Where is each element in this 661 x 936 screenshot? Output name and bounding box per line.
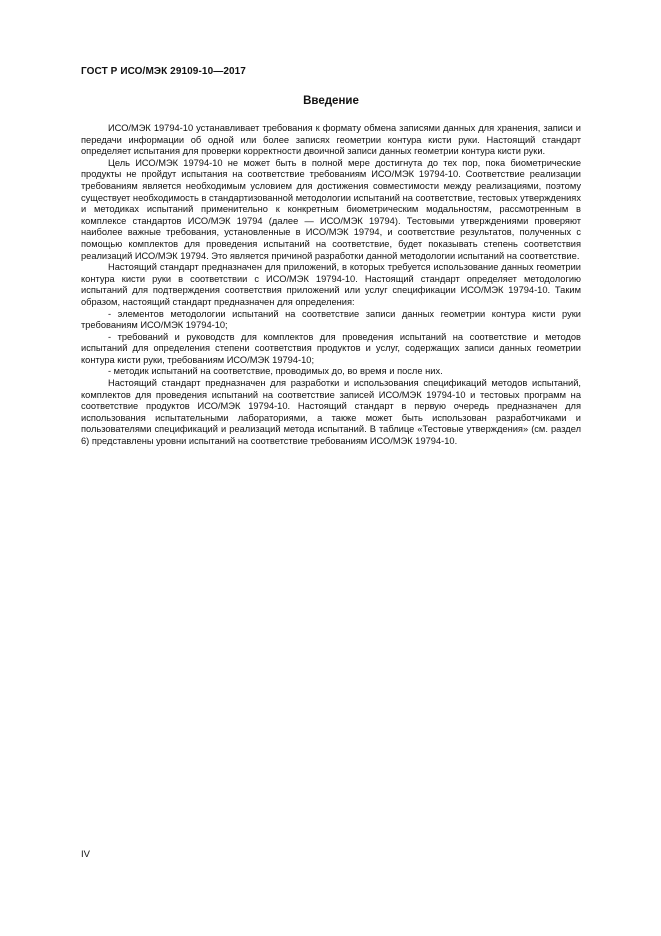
paragraph-application: Настоящий стандарт предназначен для приложений, в которых требуется использование данных геометрии контура кисти руки в соответствии с ИСО/МЭК 19794-10. Настоящий стандарт определяет методологию испытаний для подтверждения соответствия приложений или услуг спецификации ИСО/МЭК 19794-10. Таким образом, настоящий стандарт предназначен для определения: bbox=[81, 262, 581, 307]
paragraph-usage: Настоящий стандарт предназначен для разработки и использования спецификаций методов испытаний, комплектов для проведения испытаний на соответствие записей ИСО/МЭК 19794-10 и тестовых программ на соответствие продуктов ИСО/МЭК 19794-10. Настоящий стандарт в первую очередь предназначен для использования испытательными лабораториями, а также может быть использован разработчиками и пользователями спецификаций и реализаций метода испытаний. В таблице «Тестовые утверждения» (см. раздел 6) представлены уровни испытаний на соответствие требованиям ИСО/МЭК 19794-10. bbox=[81, 378, 581, 447]
list-item: - элементов методологии испытаний на соответствие записи данных геометрии контура кисти руки требованиям ИСО/МЭК 19794-10; bbox=[81, 308, 581, 331]
list-item: - методик испытаний на соответствие, проводимых до, во время и после них. bbox=[108, 366, 443, 377]
standard-designation: ГОСТ Р ИСО/МЭК 29109-10—2017 bbox=[81, 66, 246, 77]
section-title: Введение bbox=[303, 95, 359, 107]
list-item: - требований и руководств для комплектов для проведения испытаний на соответствие и методов испытаний для определения степени соответствия продуктов и услуг, содержащих записи данных геометрии контура кисти руки, требованиям ИСО/МЭК 19794-10; bbox=[81, 331, 581, 365]
body-text bbox=[81, 123, 581, 448]
page-number: IV bbox=[81, 849, 90, 860]
paragraph-scope: ИСО/МЭК 19794-10 устанавливает требования к формату обмена записями данных для хранения, записи и передачи информации об одной или более записях геометрии контура кисти руки. Настоящий стандарт определяет испытания для проверки корректности двоичной записи данных геометрии контура кисти руки. bbox=[81, 123, 581, 157]
paragraph-purpose: Цель ИСО/МЭК 19794-10 не может быть в полной мере достигнута до тех пор, пока биометрические продукты не пройдут испытания на соответствие требованиям ИСО/МЭК 19794-10. Соответствие реализации требованиям является необходимым условием для достижения совместимости между реализациями, поэтому существует необходимость в стандартизованной методологии испытаний на соответствие, тестовых утверждениях и методиках испытаний применительно к конкретным биометрическим модальностям, рассмотренным в комплексе стандартов ИСО/МЭК 19794 (далее — ИСО/МЭК 19794). Тестовыми утверждениями проверяют наиболее важные требования, установленные в ИСО/МЭК 19794, и соответствие результатов, полученных с помощью комплектов для проведения испытаний на соответствие, будет показывать степень соответствия реализаций ИСО/МЭК 19794. Это является причиной разработки данной методологии испытаний на соответствие. bbox=[81, 157, 581, 261]
